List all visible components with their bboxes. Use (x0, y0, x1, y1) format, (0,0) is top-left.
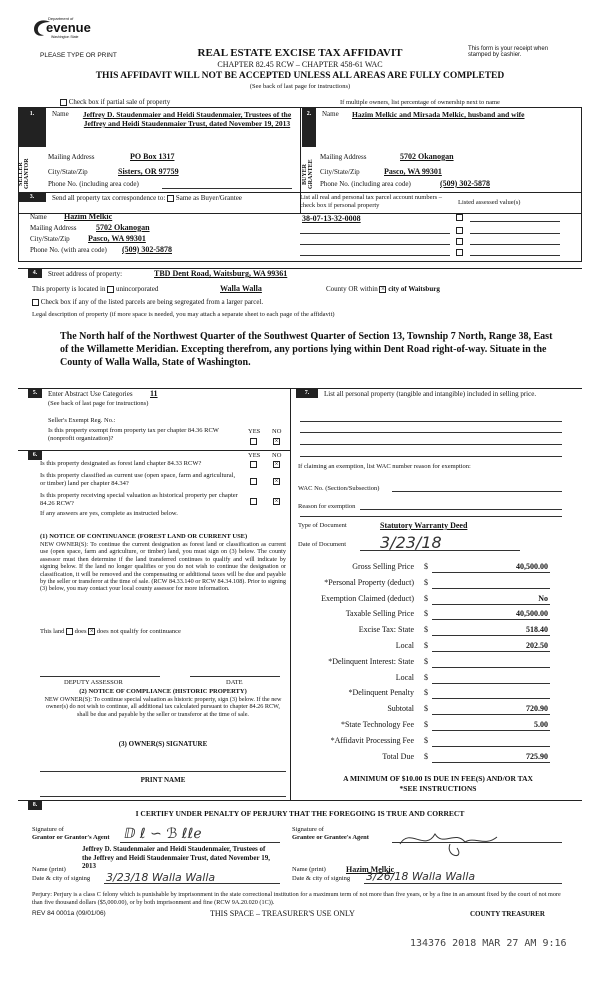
county-value: Walla Walla (220, 284, 262, 293)
current-use-no-checkbox[interactable]: × (274, 476, 279, 485)
form-chapters: CHAPTER 82.45 RCW – CHAPTER 458-61 WAC (217, 60, 383, 69)
notice2-title: (2) NOTICE OF COMPLIANCE (HISTORIC PROPERTY) (79, 688, 247, 695)
city-of-label: city of Waitsburg (388, 285, 440, 293)
does-label: does (74, 628, 87, 635)
seller-mailing-label: Mailing Address (48, 153, 95, 161)
doc-type-value: Statutory Warranty Deed (380, 521, 468, 530)
form-title: REAL ESTATE EXCISE TAX AFFIDAVIT (197, 47, 403, 59)
tax-row-currency: $ (424, 593, 428, 603)
tax-row-line (432, 762, 550, 763)
grantee-date-city: 3/26/18 Walla Walla (366, 870, 476, 883)
rev-number: REV 84 0001a (09/01/06) (32, 910, 106, 917)
tax-row-currency: $ (424, 656, 428, 666)
s6-yes-label: YES (248, 452, 261, 459)
tax-row-line (432, 730, 550, 731)
tax-row-value: No (538, 593, 548, 603)
notice1-title: (1) NOTICE OF CONTINUANCE (FOREST LAND OR CURRENT USE) (40, 533, 248, 540)
tax-row-label: Local (395, 641, 414, 650)
buyer-name: Hazim Melkic and Mirsada Melkic, husband and wife (352, 110, 525, 119)
grantor-signature: ⅅ ℓ ∽ ℬ ℓℓℯ (124, 826, 202, 842)
unincorporated-label: unincorporated (115, 285, 159, 293)
doc-date-label: Date of Document (298, 541, 347, 548)
grantee-sig-label-2: Grantee or Grantee's Agent (292, 834, 369, 841)
partial-sale-checkbox[interactable] (60, 99, 67, 106)
tax-row-currency: $ (424, 751, 428, 761)
same-as-buyer-label: Same as Buyer/Grantee (175, 194, 242, 202)
partial-sale-label: Check box if partial sale of property (68, 98, 171, 106)
tax-row-currency: $ (424, 609, 428, 619)
grantor-name: Jeffrey D. Staudenmaier and Heidi Staudenmaier, Trustees of the Jeffrey and Heidi Staudenmaier Trust, dated November 19, 2013 (82, 845, 270, 870)
county-label: County OR within (326, 285, 378, 293)
does-not-qualify-checkbox[interactable]: × (89, 627, 94, 636)
segregated-label: Check box if any of the listed parcels are being segregated from a larger parcel. (40, 298, 264, 306)
seller-phone-label: Phone No. (including area code) (48, 180, 139, 188)
historic-question: Is this property receiving special valuation as historical property per chapter 84.26 RCW? (40, 492, 238, 507)
owner-signature-label: (3) OWNER(S) SIGNATURE (118, 740, 208, 748)
tax-row-currency: $ (424, 688, 428, 698)
seller-phone-line (162, 188, 292, 189)
current-use-yes-checkbox[interactable] (250, 477, 257, 485)
exempt-reg-label: Seller's Exempt Reg. No.: (48, 417, 116, 424)
grantee-name: Hazim Melkic (346, 865, 395, 874)
q-note: If any answers are yes, complete as instructed below. (40, 510, 178, 517)
perjury-note: Perjury: Perjury is a class C felony which is punishable by imprisonment in the state correctional institution for a maximum term of not more than five years, or by a fine in an amount fixed by the court of not more than five thousand dollars ($5,000.00), or by both imprisonment and fine (RCW 9A.20.020 (1C)). (32, 891, 561, 906)
seller-name-label: Name (52, 110, 69, 118)
tax-row-label: *Delinquent Penalty (348, 688, 414, 698)
doc-date-value: 3/23/18 (380, 533, 442, 552)
parcel-checkbox-2[interactable] (456, 226, 463, 234)
tax-row-currency: $ (424, 562, 428, 571)
tax-row-label: Gross Selling Price (352, 562, 414, 571)
parcel-label: List all real and personal tax parcel account numbers – check box if personal property (300, 194, 443, 209)
tax-row-currency: $ (424, 704, 428, 714)
tax-row-label: Subtotal (387, 704, 414, 714)
see-instructions: *SEE INSTRUCTIONS (399, 784, 477, 793)
legal-label: Legal description of property (if more space is needed, you may attach a separate sheet to each page of the affidavit) (32, 311, 335, 318)
grantor-sig-label-2: Grantor or Grantor's Agent (32, 834, 110, 841)
grantor-sig-label-1: Signature of (32, 826, 64, 833)
tax-row-label: *Personal Property (deduct) (324, 577, 414, 587)
correspondence-label: Send all property tax correspondence to: (52, 194, 166, 202)
s6-no-label: NO (272, 452, 282, 459)
tax-row-value: 40,500.00 (516, 609, 548, 619)
corr-phone: (509) 302-5878 (122, 245, 172, 254)
grantor-name-print-label: Name (print) (32, 866, 66, 873)
section-7-tag: 7. (296, 389, 318, 398)
exempt-yes-checkbox[interactable] (250, 437, 257, 445)
tax-row-label: *Delinquent Interest: State (328, 656, 414, 666)
grantee-date-city-label: Date & city of signing (292, 875, 351, 882)
tax-row-line (432, 746, 550, 747)
buyer-city-label: City/State/Zip (320, 168, 360, 176)
print-note: PLEASE TYPE OR PRINT (40, 52, 117, 59)
seller-city: Sisters, OR 97759 (118, 167, 179, 176)
tax-row-currency: $ (424, 735, 428, 745)
tax-row-label: Exemption Claimed (deduct) (321, 593, 414, 603)
same-as-buyer-checkbox[interactable] (167, 195, 174, 202)
corr-name-label: Name (30, 213, 47, 221)
doc-type-label: Type of Document (298, 522, 347, 529)
buyer-name-label: Name (322, 110, 339, 118)
forest-yes-checkbox[interactable] (250, 460, 257, 468)
buyer-phone: (509) 302-5878 (440, 179, 490, 188)
tax-row-value: 720.90 (526, 704, 548, 714)
tax-row-value: 40,500.00 (516, 562, 548, 571)
located-row (32, 285, 158, 293)
notice1-body: NEW OWNER(S): To continue the current designation as forest land or classification as current use (open space, farm and agriculture, or timber) land, you must sign on (3) below. The county assessor must then determine if the land transferred continues to qualify and will indicate by signing below. If the land no longer qualifies or you do not wish to continue the designation or classification, it will be removed and the compensating or additional taxes will be due and payable by the seller or transferor at the time of sale. (RCW 84.33.140 or RCW 84.34.108). Prior to signing (3) below, you may contact your local county assessor for more information. (40, 541, 286, 593)
section-2-tag: 2. (302, 107, 316, 147)
does-qualify-checkbox[interactable] (66, 628, 73, 635)
section-4-tag: 4. (28, 269, 42, 278)
tax-row-line (432, 619, 550, 620)
buyer-phone-label: Phone No. (including area code) (320, 180, 411, 188)
abstract-label: Enter Abstract Use Categories (48, 390, 133, 398)
parcel-checkbox-4[interactable] (456, 248, 463, 256)
s5-yes-label: YES (248, 428, 261, 435)
tax-row-line (432, 714, 550, 715)
form-warning: THIS AFFIDAVIT WILL NOT BE ACCEPTED UNLESS ALL AREAS ARE FULLY COMPLETED (95, 71, 505, 81)
notice2-body: NEW OWNER(S): To continue special valuation as historic property, sign (3) below. If the new owner(s) do not wish to continue, all additional tax calculated pursuant to chapter 84.26 RCW, shall be due and payable by the seller or transferor at the time of sale. (44, 696, 282, 718)
section-8-tag: 8. (28, 801, 42, 810)
does-not-label: does not qualify for continuance (96, 628, 181, 635)
segregated-row (32, 298, 263, 306)
personal-property-label: List all personal property (tangible and intangible) included in selling price. (324, 390, 537, 398)
tax-row-currency: $ (424, 641, 428, 650)
seller-vertical-label: SELLER GRANTOR (18, 158, 30, 190)
multiple-owners-note: If multiple owners, list percentage of ownership next to name (340, 99, 500, 106)
assessed-label: Listed assessed value(s) (458, 199, 521, 206)
minimum-note: A MINIMUM OF $10.00 IS DUE IN FEE(S) AND/OR TAX (343, 774, 533, 783)
tax-row-label: *State Technology Fee (340, 720, 414, 729)
corr-phone-label: Phone No. (with area code) (30, 246, 107, 254)
dor-logo (32, 14, 91, 46)
tax-row-label: Excise Tax: State (358, 625, 414, 635)
tax-row-line (432, 698, 550, 699)
logo-main-text: evenue (46, 20, 91, 35)
buyer-mailing: 5702 Okanogan (400, 152, 454, 161)
tax-row-label: Local (395, 672, 414, 682)
exempt-no-checkbox[interactable]: × (274, 436, 279, 445)
partial-sale-row (60, 98, 170, 106)
tax-row-line (432, 683, 550, 684)
seller-mailing: PO Box 1317 (130, 152, 175, 161)
certify-statement: I CERTIFY UNDER PENALTY OF PERJURY THAT THE FOREGOING IS TRUE AND CORRECT (135, 809, 465, 818)
section-1-tag: 1. (18, 107, 46, 147)
tax-row-currency: $ (424, 577, 428, 587)
grantee-sig-label-1: Signature of (292, 826, 324, 833)
buyer-city: Pasco, WA 99301 (384, 167, 442, 176)
corr-name: Hazim Melkic (64, 212, 113, 221)
tax-row-value: 518.40 (526, 625, 548, 635)
reason-label: Reason for exemption (298, 503, 356, 510)
date-label: DATE (226, 679, 243, 686)
wac-label: WAC No. (Section/Subsection) (298, 485, 380, 492)
corr-mailing-label: Mailing Address (30, 224, 77, 232)
street-label: Street address of property: (48, 270, 123, 278)
corr-city-label: City/State/Zip (30, 235, 70, 243)
corr-city: Pasco, WA 99301 (88, 234, 146, 243)
correspondence-row (52, 194, 242, 202)
section-5-tag: 5. (28, 389, 42, 398)
tax-row-value: 725.90 (526, 751, 548, 761)
this-land-label: This land (40, 628, 65, 635)
current-use-question: Is this property classified as current use (open space, farm and agricultural, or timber) land per chapter 84.34? (40, 472, 236, 487)
forest-no-checkbox[interactable]: × (274, 459, 279, 468)
city-checkbox[interactable]: × (381, 284, 385, 293)
historic-yes-checkbox[interactable] (250, 497, 257, 505)
tax-row-value: 202.50 (526, 641, 548, 650)
grantor-date-city-label: Date & city of signing (32, 875, 91, 882)
forest-question: Is this property designated as forest land chapter 84.33 RCW? (40, 460, 202, 467)
tax-row-line (432, 635, 550, 636)
abstract-value: 11 (150, 389, 158, 398)
segregated-checkbox[interactable] (32, 299, 39, 306)
historic-no-checkbox[interactable]: × (274, 496, 279, 505)
tax-row-value: 5.00 (534, 720, 548, 729)
section-3-tag: 3. (18, 193, 46, 202)
tax-row-line (432, 572, 550, 573)
print-name-label: PRINT NAME (140, 776, 186, 784)
deputy-label: DEPUTY ASSESSOR (64, 679, 123, 686)
seller-city-label: City/State/Zip (48, 168, 88, 176)
seller-name: Jeffrey D. Staudenmaier and Heidi Staudenmaier, Trustees of the Jeffrey and Heidi Staudenmaier Trust, dated November 19, 2013 (82, 110, 292, 128)
tax-row-currency: $ (424, 672, 428, 682)
exempt-question: Is this property exempt from property tax per chapter 84.36 RCW (nonprofit organization)? (48, 427, 219, 442)
unincorporated-checkbox[interactable] (107, 286, 114, 293)
section-6-tag: 6. (28, 451, 42, 460)
parcel-checkbox-3[interactable] (456, 237, 463, 245)
located-label: This property is located in (32, 285, 106, 293)
logo-top-text: Department of (48, 16, 74, 21)
county-row (326, 285, 440, 293)
abstract-see-back: (See back of last page for instructions) (48, 400, 149, 407)
exemption-label: If claiming an exemption, list WAC number reason for exemption: (298, 463, 471, 470)
tax-row-line (432, 588, 550, 589)
buyer-vertical-label: BUYER GRANTEE (302, 159, 314, 189)
corr-mailing: 5702 Okanogan (96, 223, 150, 232)
tax-row-currency: $ (424, 625, 428, 635)
parcel-number: 38-07-13-32-0008 (302, 214, 361, 223)
tax-row-line (432, 651, 550, 652)
parcel-checkbox-1[interactable] (456, 213, 463, 221)
receipt-note: This form is your receipt when stamped by cashier. (468, 46, 549, 58)
logo-sub-text: Washington State (51, 35, 79, 39)
street-address: TBD Dent Road, Waitsburg, WA 99361 (154, 269, 288, 278)
legal-description: The North half of the Northwest Quarter of the Southwest Quarter of Section 13, Township 7 North, Range 38, East of the Willamette Meridian. Excepting therefrom, any portions lying within Dent Road right-of-way. Situate in the County of Walla Walla, State of Washington. (60, 331, 553, 368)
grantee-name-print-label: Name (print) (292, 866, 326, 873)
tax-row-currency: $ (424, 720, 428, 729)
tax-row-line (432, 667, 550, 668)
county-treasurer: COUNTY TREASURER (470, 910, 545, 918)
tax-row-label: Taxable Selling Price (345, 609, 414, 619)
tax-row-line (432, 604, 550, 605)
tax-row-label: *Affidavit Processing Fee (330, 735, 414, 745)
continuance-row (40, 628, 181, 635)
grantor-date-city: 3/23/18 Walla Walla (106, 871, 216, 884)
form-see-back: (See back of last page for instructions) (249, 83, 351, 90)
treasurer-use: THIS SPACE – TREASURER'S USE ONLY (210, 909, 355, 918)
buyer-mailing-label: Mailing Address (320, 153, 367, 161)
s5-no-label: NO (272, 428, 282, 435)
tax-row-label: Total Due (382, 751, 414, 761)
received-stamp: 134376 2018 MAR 27 AM 9:16 (410, 938, 567, 949)
